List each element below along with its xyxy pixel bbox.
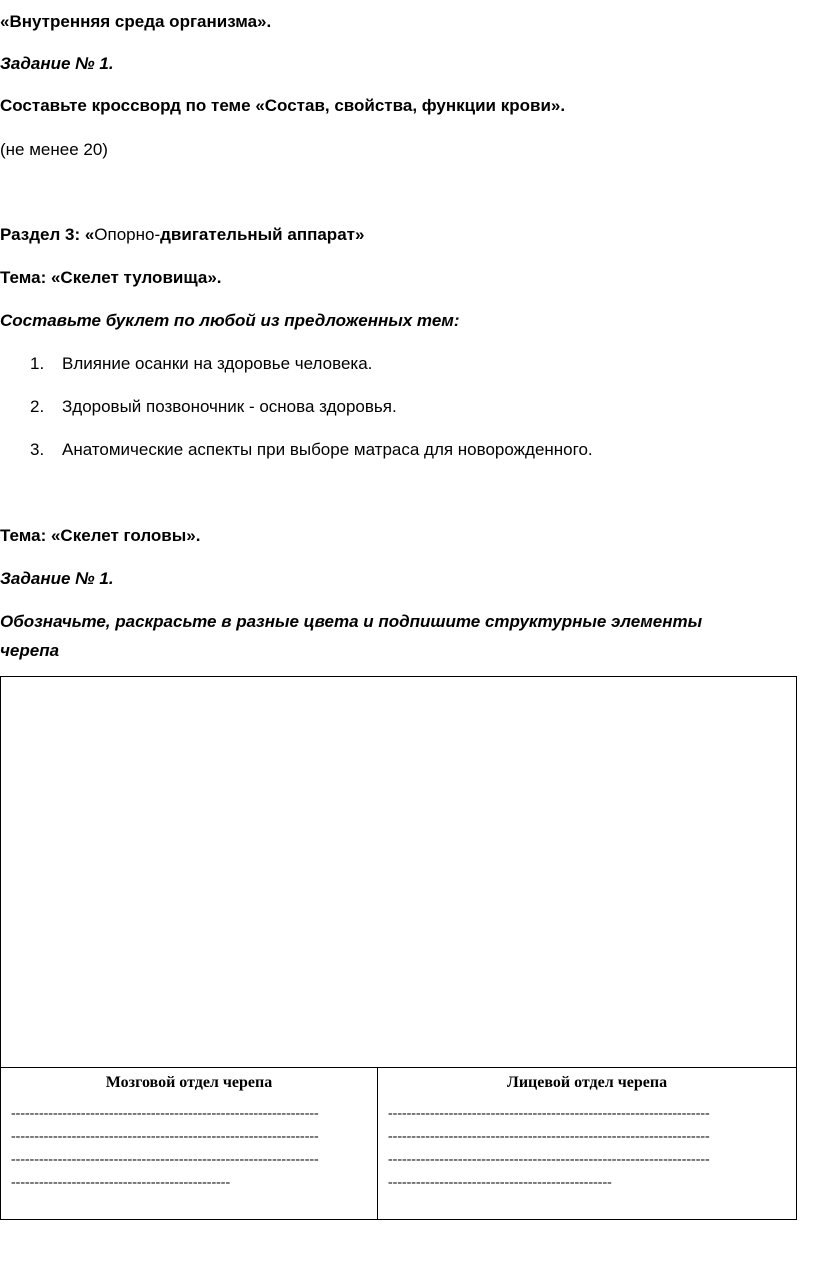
- task-label: Задание № 1.: [0, 54, 114, 73]
- cranial-section-cell[interactable]: [1, 1068, 378, 1219]
- answer-line: ------------------------------------------------------------------: [11, 1152, 319, 1167]
- answer-line: ---------------------------------------------------------------------: [388, 1152, 710, 1167]
- topic-trunk-skeleton: Тема: «Скелет туловища».: [0, 268, 222, 287]
- list-item-number: 3.: [30, 440, 45, 459]
- task-label: Задание № 1.: [0, 569, 114, 588]
- answer-line: ------------------------------------------------: [388, 1175, 612, 1190]
- section-3-prefix: Раздел 3: «: [0, 225, 95, 244]
- facial-section-header: Лицевой отдел черепа: [506, 1074, 668, 1091]
- list-item-number: 1.: [30, 354, 45, 373]
- booklet-task: Составьте буклет по любой из предложенных тем:: [0, 311, 460, 330]
- answer-line: ---------------------------------------------------------------------: [388, 1106, 710, 1121]
- answer-line: ------------------------------------------------------------------: [11, 1106, 319, 1121]
- skull-drawing-area[interactable]: [1, 677, 796, 1068]
- answer-line: ---------------------------------------------------------------------: [388, 1129, 710, 1144]
- list-item-text: Анатомические аспекты при выборе матраса для новорожденного.: [62, 440, 593, 459]
- section-3-title: [0, 224, 364, 246]
- crossword-task: Составьте кроссворд по теме «Состав, свойства, функции крови».: [0, 96, 566, 115]
- crossword-note: (не менее 20): [0, 140, 108, 159]
- cranial-section-header: Мозговой отдел черепа: [105, 1074, 273, 1091]
- answer-line: ------------------------------------------------------------------: [11, 1129, 319, 1144]
- list-item-text: Здоровый позвоночник - основа здоровья.: [62, 397, 397, 416]
- section-3-suffix: двигательный аппарат»: [160, 225, 365, 244]
- topic-head-skeleton: Тема: «Скелет головы».: [0, 526, 201, 545]
- answer-line: -----------------------------------------------: [11, 1175, 231, 1190]
- section-3-normal: Опорно-: [94, 225, 161, 244]
- facial-section-cell[interactable]: [378, 1068, 796, 1219]
- list-item-text: Влияние осанки на здоровье человека.: [62, 354, 373, 373]
- section-title-internal-environment: «Внутренняя среда организма».: [0, 12, 272, 31]
- list-item-number: 2.: [30, 397, 45, 416]
- skull-task-line-2: черепа: [0, 641, 60, 660]
- skull-worksheet-table: [0, 676, 797, 1220]
- skull-task-line-1: Обозначьте, раскрасьте в разные цвета и подпишите структурные элементы: [0, 612, 703, 631]
- answer-lines: [378, 1102, 796, 1194]
- answer-lines: [1, 1102, 377, 1194]
